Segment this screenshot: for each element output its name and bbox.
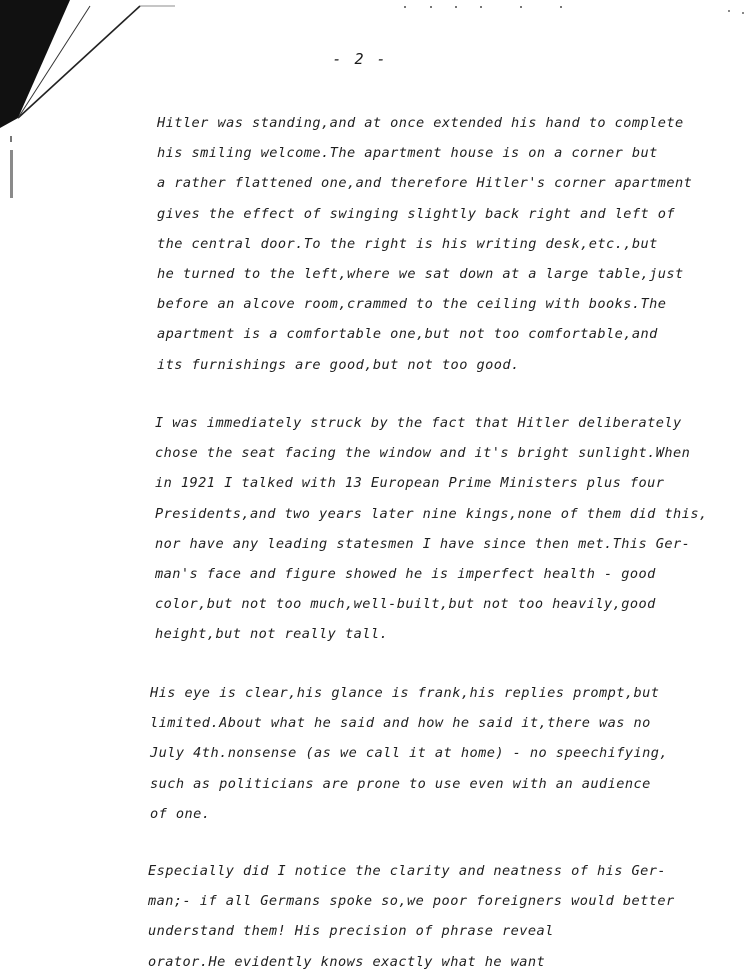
text-line: height,but not really tall. [155, 626, 389, 643]
text-line: of one. [150, 805, 211, 822]
text-line: before an alcove room,crammed to the ceiling with books.The [157, 296, 667, 313]
text-line: Especially did I notice the clarity and neatness of his Ger- [148, 863, 667, 879]
text-line: I was immediately struck by the fact that Hitler deliberately [155, 415, 682, 431]
text-line: man;- if all Germans spoke so,we poor foreigners would better [148, 893, 675, 910]
text-line: the central door.To the right is his writing desk,etc.,but [157, 235, 658, 252]
text-line: his smiling welcome.The apartment house is on a corner but [157, 145, 658, 162]
text-line: its furnishings are good,but not too good. [157, 356, 520, 373]
paragraph-1 [157, 108, 692, 380]
text-line: gives the effect of swinging slightly back right and left of [157, 205, 676, 222]
text-line: orator.He evidently knows exactly what he want [148, 953, 546, 970]
text-line: in 1921 I talked with 13 European Prime Ministers plus four [155, 475, 665, 492]
text-line: a rather flattened one,and therefore Hitler's corner apartment [157, 175, 693, 192]
text-line: chose the seat facing the window and it's bright sunlight.When [155, 445, 691, 462]
text-line: apartment is a comfortable one,but not too comfortable,and [157, 326, 658, 343]
text-line: he turned to the left,where we sat down at a large table,just [157, 265, 684, 282]
text-line: Presidents,and two years later nine kings,none of them did this, [155, 505, 708, 522]
text-line: Hitler was standing,and at once extended his hand to complete [157, 115, 684, 131]
paragraph-4 [148, 856, 675, 977]
text-line: His eye is clear,his glance is frank,his replies prompt,but [150, 685, 660, 701]
paragraph-2 [155, 408, 708, 650]
text-line: limited.About what he said and how he said it,there was no [150, 715, 651, 732]
text-line: understand them! His precision of phrase reveal [148, 923, 554, 940]
text-line: July 4th.nonsense (as we call it at home) - no speechifying, [150, 745, 669, 762]
text-line: man's face and figure showed he is imperfect health - good [155, 565, 656, 582]
text-line: color,but not too much,well-built,but not too heavily,good [155, 596, 656, 613]
text-line: such as politicians are prone to use even with an audience [150, 775, 651, 792]
text-line: nor have any leading statesmen I have since then met.This Ger- [155, 535, 691, 552]
page-number: - 2 - [332, 50, 388, 68]
paragraph-3 [150, 678, 668, 829]
